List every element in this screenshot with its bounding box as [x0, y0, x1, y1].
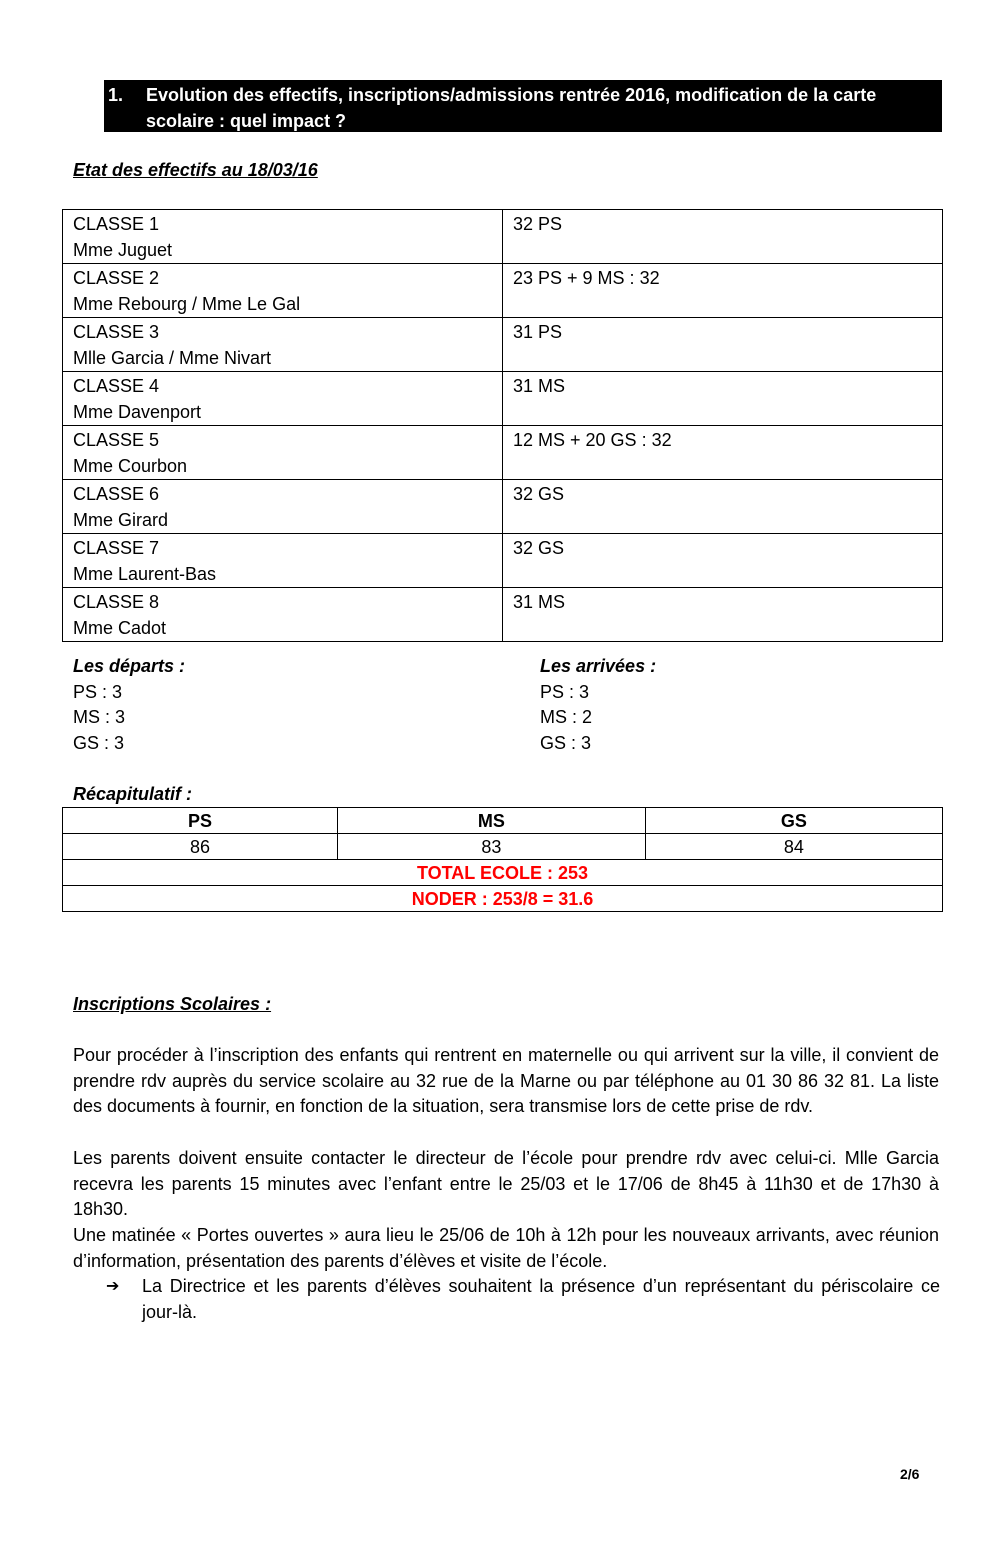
class-teacher: Mlle Garcia / Mme Nivart [73, 348, 272, 368]
inscriptions-paragraph-2: Les parents doivent ensuite contacter le directeur de l’école pour prendre rdv avec celui-ci. Mlle Garcia recevra les parents 15 minutes avec l’enfant entre le 25/03 et le 17/06 de 8h45 à 11h30 et de 17h30 à 18h30. [73, 1148, 939, 1220]
recap-value-ms: 83 [337, 834, 645, 860]
arrivees-item: PS : 3 [540, 681, 590, 702]
recap-header-ms: MS [337, 808, 645, 834]
class-row [63, 318, 943, 372]
section-number: 1. [108, 85, 124, 105]
class-name: CLASSE 6 [73, 484, 160, 504]
inscriptions-heading: Inscriptions Scolaires : [73, 994, 272, 1014]
recap-header-gs: GS [645, 808, 942, 834]
class-row [63, 588, 943, 642]
class-row [63, 426, 943, 480]
departs-item: GS : 3 [73, 732, 125, 753]
recap-value-ps: 86 [63, 834, 338, 860]
arrow-right-icon: ➔ [106, 1278, 120, 1295]
arrivees-block [540, 654, 656, 756]
departs-item: PS : 3 [73, 681, 123, 702]
class-count: 31 PS [503, 318, 943, 372]
class-row [63, 480, 943, 534]
noder: NODER : 253/8 = 31.6 [63, 886, 943, 912]
arrivees-heading: Les arrivées : [540, 656, 657, 676]
class-cell [63, 318, 503, 372]
section-title: Evolution des effectifs, inscriptions/admissions rentrée 2016, modification de la carte scolaire : quel impact ? [146, 85, 877, 131]
class-cell [63, 210, 503, 264]
class-cell [63, 534, 503, 588]
class-teacher: Mme Juguet [73, 240, 173, 260]
class-teacher: Mme Girard [73, 510, 169, 530]
class-cell [63, 426, 503, 480]
class-count: 31 MS [503, 372, 943, 426]
class-count: 32 PS [503, 210, 943, 264]
class-teacher: Mme Courbon [73, 456, 188, 476]
class-count: 23 PS + 9 MS : 32 [503, 264, 943, 318]
class-name: CLASSE 1 [73, 214, 160, 234]
section-header [104, 80, 942, 132]
class-name: CLASSE 2 [73, 268, 160, 288]
class-teacher: Mme Davenport [73, 402, 202, 422]
class-row [63, 372, 943, 426]
class-teacher: Mme Rebourg / Mme Le Gal [73, 294, 301, 314]
class-cell [63, 372, 503, 426]
class-name: CLASSE 5 [73, 430, 160, 450]
inscriptions-paragraph-3: Une matinée « Portes ouvertes » aura lieu le 25/06 de 10h à 12h pour les nouveaux arrivants, avec réunion d’information, présentation des parents d’élèves et visite de l’école. [73, 1225, 939, 1271]
effectifs-table [62, 209, 943, 642]
recap-value-gs: 84 [645, 834, 942, 860]
class-name: CLASSE 3 [73, 322, 160, 342]
recap-heading: Récapitulatif : [73, 784, 193, 804]
class-cell [63, 480, 503, 534]
class-cell [63, 264, 503, 318]
class-count: 12 MS + 20 GS : 32 [503, 426, 943, 480]
class-teacher: Mme Laurent-Bas [73, 564, 217, 584]
recap-header-ps: PS [63, 808, 338, 834]
class-name: CLASSE 8 [73, 592, 160, 612]
total-ecole: TOTAL ECOLE : 253 [63, 860, 943, 886]
departs-item: MS : 3 [73, 707, 126, 727]
class-count: 32 GS [503, 480, 943, 534]
class-teacher: Mme Cadot [73, 618, 167, 638]
arrivees-item: GS : 3 [540, 732, 592, 753]
departs-block [73, 654, 185, 756]
class-row [63, 210, 943, 264]
inscriptions-bullet [106, 1274, 940, 1325]
recap-table [62, 807, 943, 912]
page-number: 2/6 [900, 1466, 920, 1482]
class-row [63, 264, 943, 318]
class-name: CLASSE 4 [73, 376, 160, 396]
class-cell [63, 588, 503, 642]
departs-heading: Les départs : [73, 656, 186, 676]
inscriptions-paragraph-1: Pour procéder à l’inscription des enfants qui rentrent en maternelle ou qui arrivent sur la ville, il convient de prendre rdv auprès du service scolaire au 32 rue de la Marne ou par téléphone au 01 30 86 32 81. La liste des documents à fournir, en fonction de la situation, sera transmise lors de cette prise de rdv. [73, 1045, 939, 1117]
class-row [63, 534, 943, 588]
bullet-text: La Directrice et les parents d’élèves souhaitent la présence d’un représentant du périscolaire ce jour-là. [142, 1276, 940, 1322]
class-count: 32 GS [503, 534, 943, 588]
arrivees-item: MS : 2 [540, 707, 593, 727]
effectifs-heading: Etat des effectifs au 18/03/16 [73, 160, 318, 180]
class-name: CLASSE 7 [73, 538, 160, 558]
class-count: 31 MS [503, 588, 943, 642]
